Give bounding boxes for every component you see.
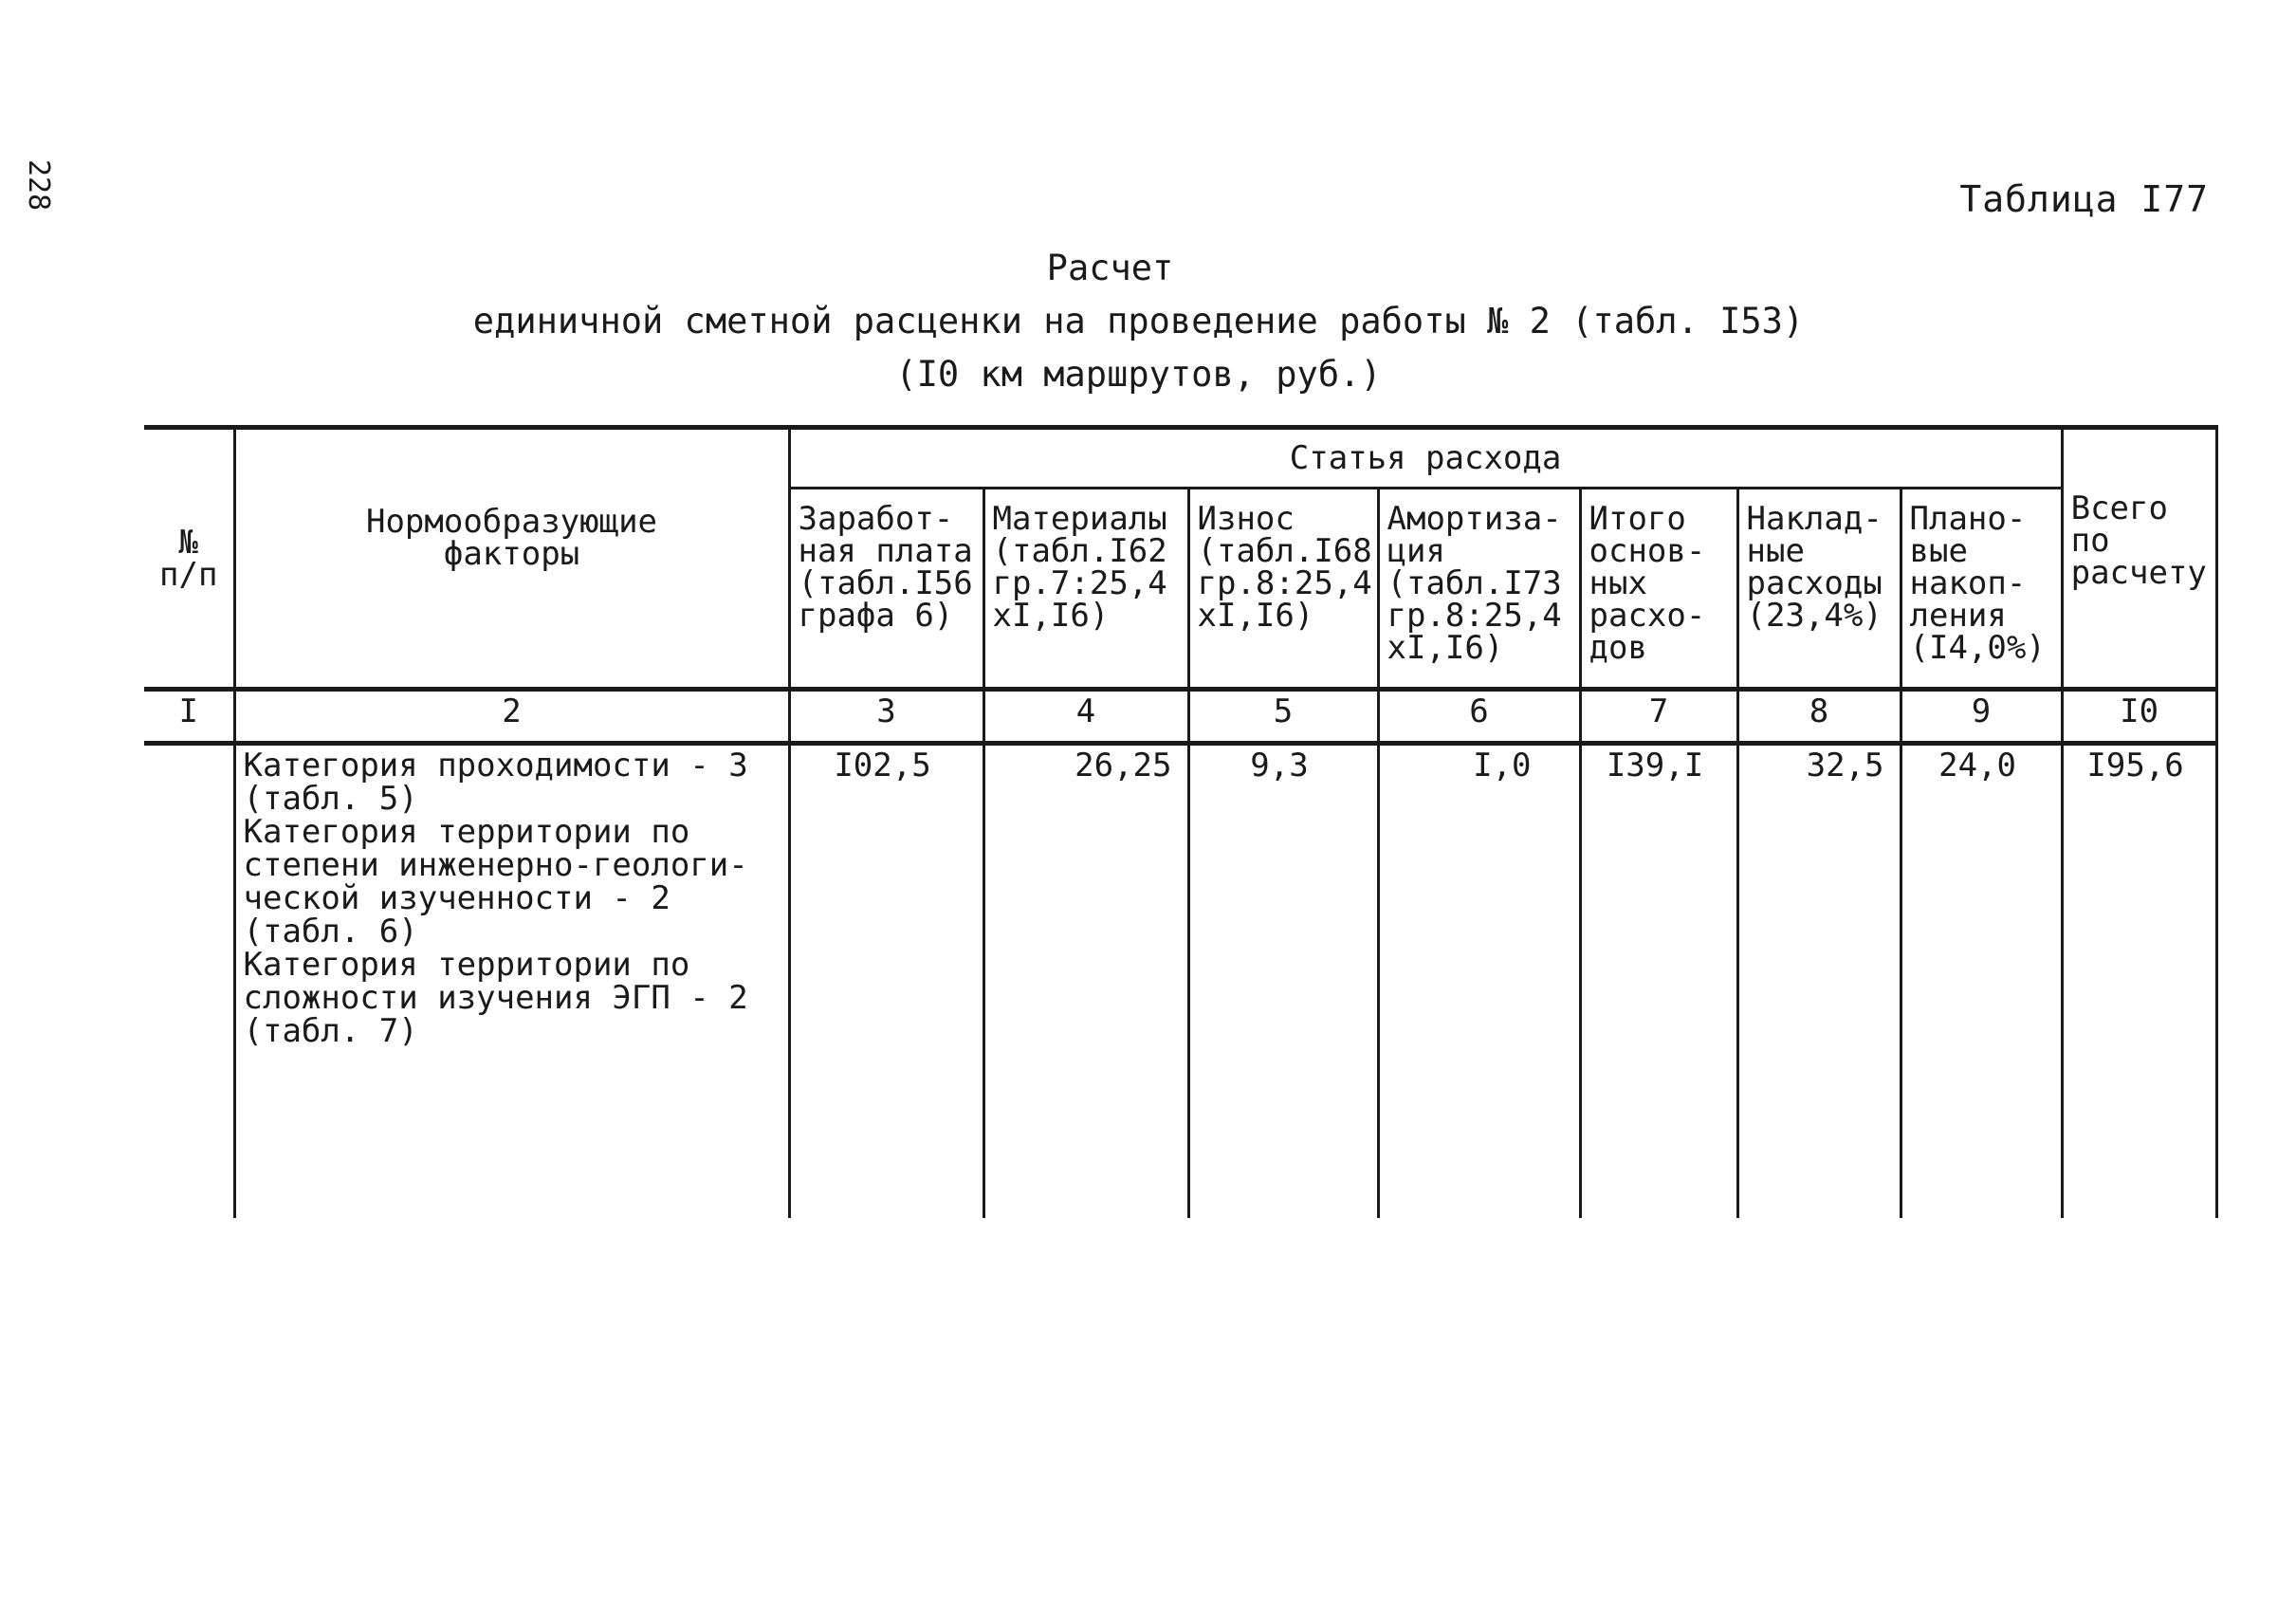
column-number-row [144, 690, 2216, 744]
header-col-total-main: Итого основ- ных расхо- дов [1580, 489, 1737, 690]
header-col-no: № п/п [144, 428, 234, 690]
header-col-total: Всего по расчету [2062, 428, 2216, 690]
column-number: 4 [983, 690, 1188, 744]
header-col-materials: Материалы (табл.I62 гр.7:25,4 xI,I6) [983, 489, 1188, 690]
cell-planned-savings: 24,0 [1901, 744, 2062, 1219]
header-col-salary: Заработ- ная плата (табл.I56 графа 6) [789, 489, 983, 690]
table-row [144, 744, 2216, 1219]
row-number [144, 744, 234, 1219]
cell-wear: 9,3 [1188, 744, 1378, 1219]
column-number: 9 [1901, 690, 2062, 744]
page-number: 228 [22, 159, 55, 212]
column-number: 2 [234, 690, 789, 744]
column-number: 5 [1188, 690, 1378, 744]
title-line-1: Расчет [1046, 248, 1174, 288]
title-block [0, 242, 2296, 401]
column-number: 7 [1580, 690, 1737, 744]
column-number: 3 [789, 690, 983, 744]
table-number: Таблица I77 [1959, 178, 2209, 220]
title-line-2: единичной сметной расценки на проведение работы № 2 (табл. I53) [472, 301, 1805, 341]
row-factors: Категория проходимости - 3 (табл. 5) Категория территории по степени инженерно-геологи- ческой изученности - 2 (табл. 6) Категория территории по сложности изучения ЭГП - 2 (табл. 7) [234, 744, 789, 1219]
header-col-planned-savings: Плано- вые накоп- ления (I4,0%) [1901, 489, 2062, 690]
cell-total-main: I39,I [1580, 744, 1737, 1219]
calculation-table [144, 425, 2218, 1218]
header-col-overhead: Наклад- ные расходы (23,4%) [1737, 489, 1901, 690]
column-number: I0 [2062, 690, 2216, 744]
header-row-top [144, 428, 2216, 489]
header-col-factors: Нормообразующие факторы [234, 428, 789, 690]
cell-materials: 26,25 [983, 744, 1188, 1219]
cell-grand-total: I95,6 [2062, 744, 2216, 1219]
cell-overhead: 32,5 [1737, 744, 1901, 1219]
header-group-expense: Статья расхода [789, 428, 2062, 489]
cell-amortization: I,0 [1378, 744, 1580, 1219]
column-number: I [144, 690, 234, 744]
title-line-3: (I0 км маршрутов, руб.) [895, 354, 1382, 395]
header-col-wear: Износ (табл.I68 гр.8:25,4 xI,I6) [1188, 489, 1378, 690]
cell-salary: I02,5 [789, 744, 983, 1219]
column-number: 6 [1378, 690, 1580, 744]
header-col-amortization: Амортиза- ция (табл.I73 гр.8:25,4 xI,I6) [1378, 489, 1580, 690]
column-number: 8 [1737, 690, 1901, 744]
